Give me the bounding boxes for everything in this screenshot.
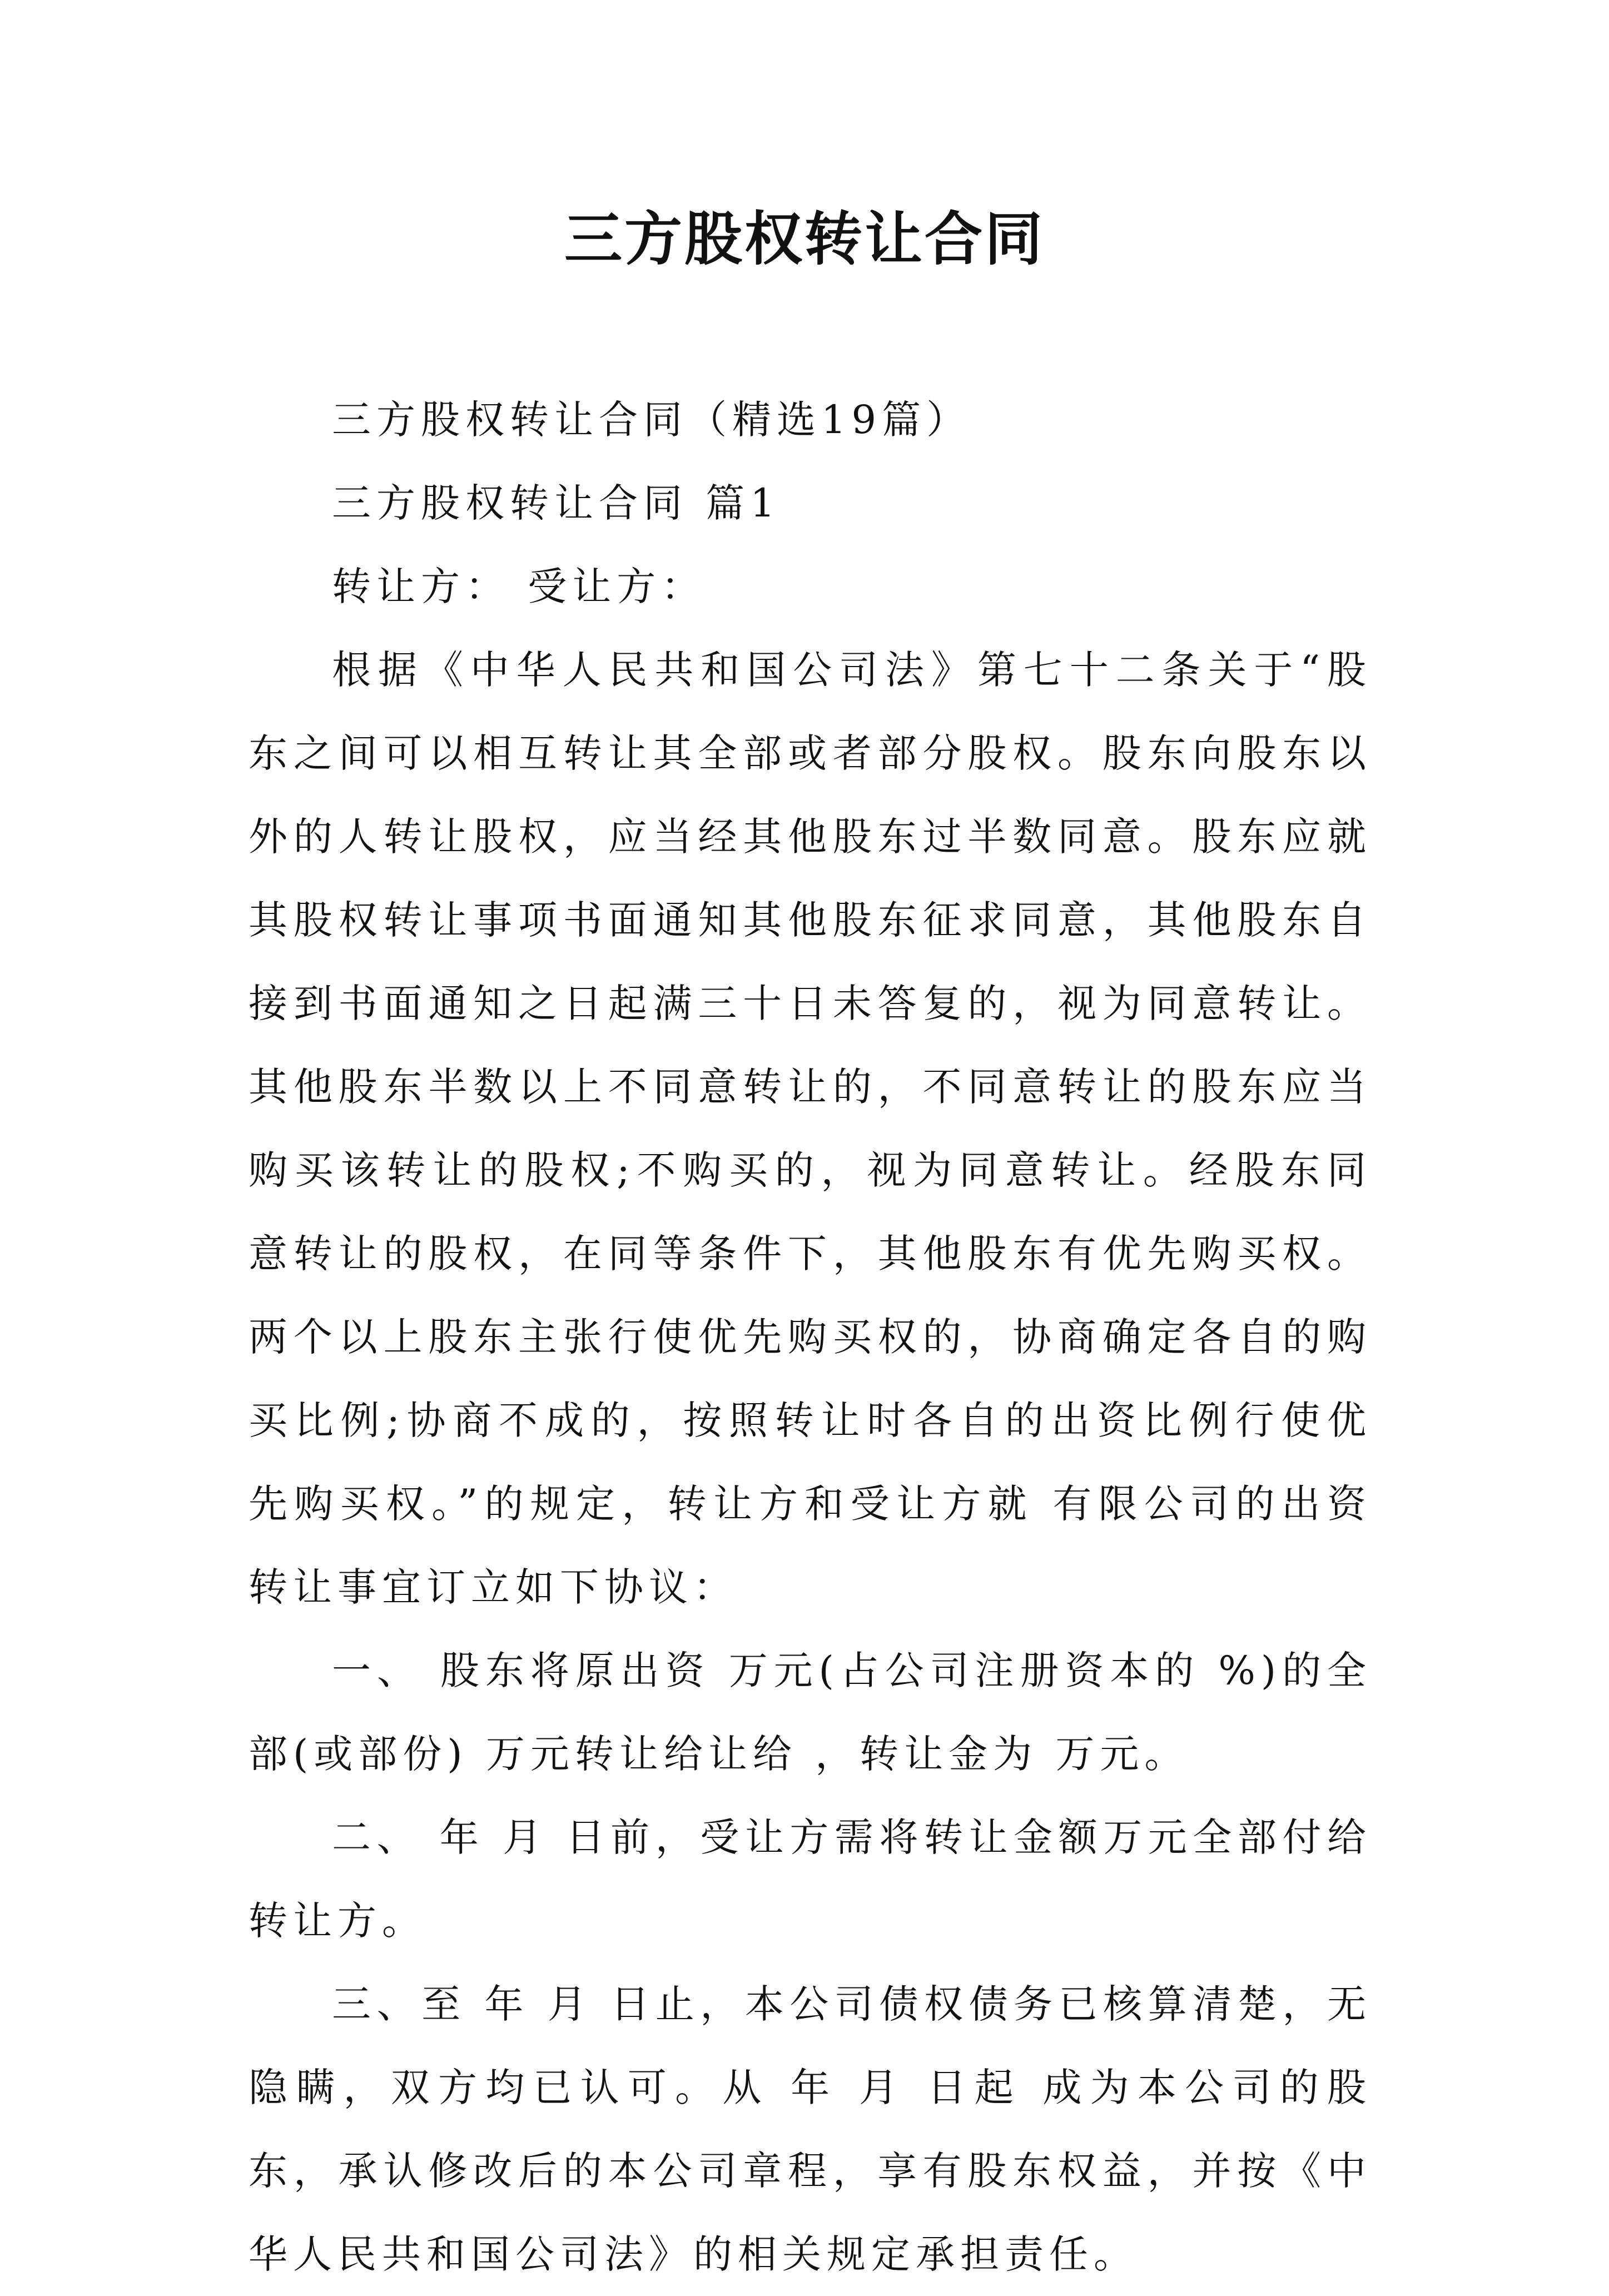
- document-title: 三方股权转让合同: [564, 205, 1045, 273]
- clause-one: 一、 股东将原出资 万元(占公司注册资本的 %)的全部(或部份) 万元转让给让给 ，转让金为 万元。: [249, 1648, 1372, 1777]
- clause-two: 二、 年 月 日前，受让方需将转让金额万元全部付给转让方。: [249, 1815, 1372, 1944]
- parties-line: 转让方： 受让方：: [332, 564, 706, 609]
- legal-basis-paragraph: 根据《中华人民共和国公司法》第七十二条关于“股东之间可以相互转让其全部或者部分股权。股东向股东以外的人转让股权，应当经其他股东过半数同意。股东应就其股权转让事项书面通知其他股东征求同意，其他股东自接到书面通知之日起满三十日未答复的，视为同意转让。其他股东半数以上不同意转让的，不同意转让的股东应当购买该转让的股权;不购买的，视为同意转让。经股东同意转让的股权，在同等条件下，其他股东有优先购买权。两个以上股东主张行使优先购买权的，协商确定各自的购买比例;协商不成的，按照转让时各自的出资比例行使优先购买权。”的规定，转让方和受让方就 有限公司的出资转让事宜订立如下协议：: [249, 647, 1372, 1610]
- section-heading: 三方股权转让合同 篇1: [332, 480, 781, 526]
- document-subtitle: 三方股权转让合同（精选19篇）: [332, 397, 971, 443]
- document-body: [249, 378, 1372, 2296]
- clause-three: 三、至 年 月 日止，本公司债权债务已核算清楚，无隐瞒，双方均已认可。从 年 月 日起 成为本公司的股东，承认修改后的本公司章程，享有股东权益，并按《中华人民共和国公司法》的相关规定承担责任。: [249, 1981, 1372, 2277]
